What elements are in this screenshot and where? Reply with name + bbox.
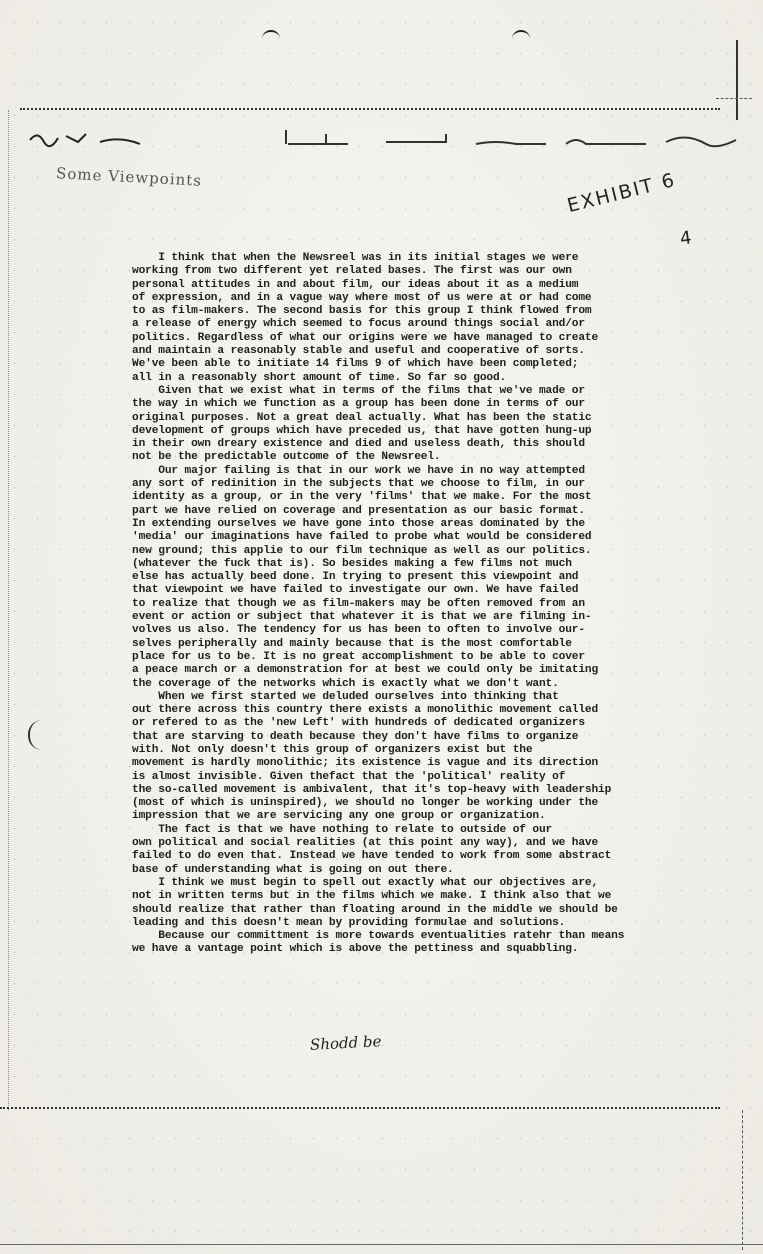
body-line: Our major failing is that in our work we have in no way attempted: [132, 464, 585, 477]
body-line: leading and this doesn't mean by providing formulae and solutions.: [132, 916, 566, 929]
left-margin-noise: [8, 110, 49, 1110]
body-line: or refered to as the 'new Left' with hundreds of dedicated organizers: [132, 717, 585, 730]
body-line: we have a vantage point which is above the pettiness and squabbling.: [132, 943, 579, 956]
body-line: personal attitudes in and about film, our ideas about it as a medium: [132, 278, 579, 291]
body-line: The fact is that we have nothing to relate to outside of our: [132, 823, 553, 836]
bottom-edge-rule: [0, 1244, 763, 1245]
body-line: that are starving to death because they don't have films to organize: [132, 730, 579, 743]
body-line: own political and social realities (at this point any way), and we have: [132, 837, 599, 850]
body-line: a peace march or a demonstration for at best we could only be imitating: [132, 664, 599, 677]
exhibit-stamp: EXHIBIT 6: [564, 168, 679, 218]
body-line: When we first started we deluded ourselves into thinking that: [132, 690, 559, 703]
body-line: We've been able to initiate 14 films 9 of which have been completed;: [132, 358, 579, 371]
body-line: of expression, and in a vague way where most of us were at or had come: [132, 291, 592, 304]
body-line: development of groups which have preceded us, that have gotten hung-up: [132, 424, 592, 437]
top-right-dash-rule: [716, 98, 752, 99]
body-line: place for us to be. It is no great accomplishment to be able to cover: [132, 650, 585, 663]
body-line: a release of energy which seemed to focus around things social and/or: [132, 318, 585, 331]
body-line: and maintain a reasonably stable and useful and cooperative of sorts.: [132, 345, 585, 358]
body-line: original purposes. Not a great deal actually. What has been the static: [132, 411, 592, 424]
body-line: impression that we are servicing any one group or organization.: [132, 810, 546, 823]
body-line: with. Not only doesn't this group of organizers exist but the: [132, 743, 533, 756]
body-line: 'media' our imaginations have failed to probe what would be considered: [132, 531, 592, 544]
body-line: not be the predictable outcome of the Newsreel.: [132, 451, 441, 464]
body-line: In extending ourselves we have gone into those areas dominated by the: [132, 517, 585, 530]
margin-line-right-lower: [742, 1110, 743, 1250]
handwritten-title: Some Viewpoints: [55, 164, 203, 190]
body-line: Given that we exist what in terms of the films that we've made or: [132, 384, 585, 397]
body-line: the so-called movement is ambivalent, that it's top-heavy with leadership: [132, 783, 612, 796]
handwritten-scrawl: [26, 122, 756, 162]
body-line: part we have relied on coverage and presentation as our basic format.: [132, 504, 585, 517]
body-line: selves peripherally and mainly because that is the most comfortable: [132, 637, 572, 650]
body-line: event or action or subject that whatever it is that we are filming in-: [132, 611, 592, 624]
body-line: out there across this country there exists a monolithic movement called: [132, 704, 599, 717]
body-line: all in a reasonably short amount of time. So far so good.: [132, 371, 507, 384]
body-line: I think that when the Newsreel was in its initial stages we were: [132, 252, 579, 264]
body-line: failed to do even that. Instead we have tended to work from some abstract: [132, 850, 612, 863]
body-line: (whatever the fuck that is). So besides making a few films not much: [132, 557, 572, 570]
body-line: else has actually beed done. In trying to present this viewpoint and: [132, 571, 579, 584]
margin-line-right: [736, 40, 738, 120]
body-line: not in written terms but in the films which we make. I think also that we: [132, 890, 612, 903]
body-line: new ground; this applie to our film technique as well as our politics.: [132, 544, 592, 557]
body-line: any sort of redinition in the subjects that we choose to film, in our: [132, 478, 585, 491]
body-line: is almost invisible. Given thefact that the 'political' reality of: [132, 770, 566, 783]
body-line: base of understanding what is going on out there.: [132, 863, 454, 876]
body-line: the way in which we function as a group has been done in terms of our: [132, 398, 585, 411]
top-dotted-rule: [20, 108, 720, 110]
bottom-dotted-rule: [0, 1107, 720, 1109]
typewritten-body: [132, 252, 692, 957]
body-line: Because our committment is more towards eventualities ratehr than means: [132, 930, 625, 943]
body-line: to as film-makers. The second basis for this group I think flowed from: [132, 305, 592, 318]
body-line: movement is hardly monolithic; its existence is vague and its direction: [132, 757, 599, 770]
body-line: the coverage of the networks which is exactly what we don't want.: [132, 677, 559, 690]
body-line: working from two different yet related bases. The first was our own: [132, 265, 572, 278]
handwritten-signature: Shodd be: [309, 1032, 382, 1054]
body-line: (most of which is uninspired), we should no longer be working under the: [132, 797, 599, 810]
body-line: identity as a group, or in the very 'films' that we make. For the most: [132, 491, 592, 504]
body-line: that viewpoint we have failed to investigate our own. We have failed: [132, 584, 579, 597]
body-line: politics. Regardless of what our origins were we have managed to create: [132, 331, 599, 344]
body-line: I think we must begin to spell out exactly what our objectives are,: [132, 876, 599, 889]
body-line: should realize that rather than floating around in the middle we should be: [132, 903, 618, 916]
page-mark: 4: [678, 227, 693, 250]
body-line: to realize that though we as film-makers may be often removed from an: [132, 597, 585, 610]
body-line: volves us also. The tendency for us has been to often to involve our-: [132, 624, 585, 637]
body-line: in their own dreary existence and died and useless death, this should: [132, 438, 585, 451]
